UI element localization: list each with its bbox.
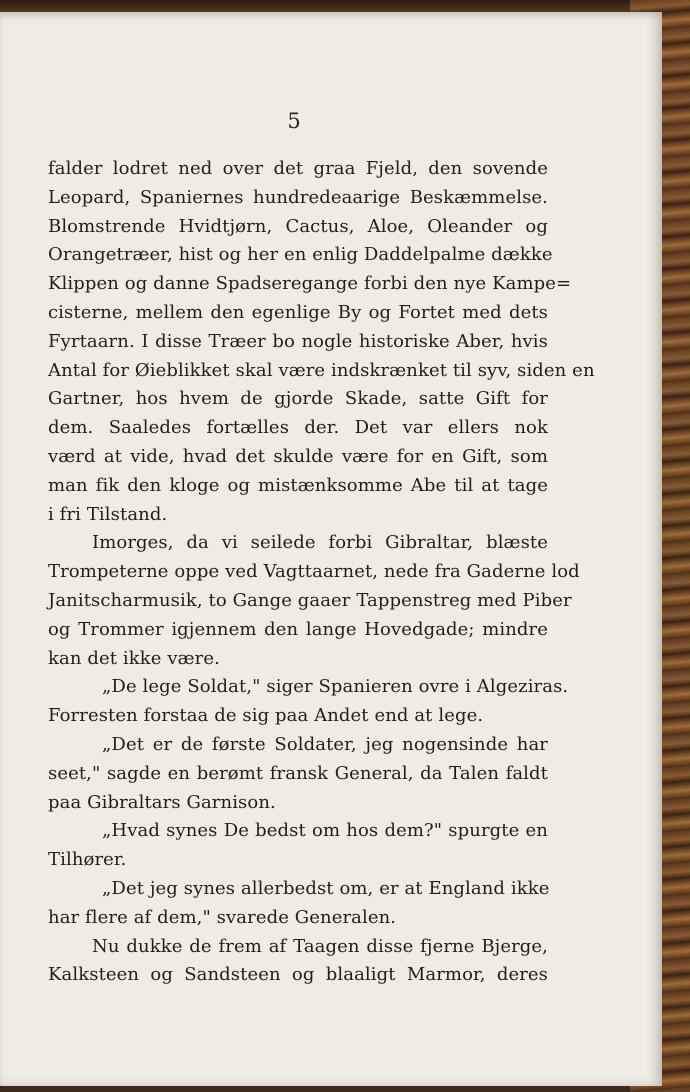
text-line: Imorges, da vi seilede forbi Gibraltar, blæste <box>92 532 548 554</box>
page-text <box>48 155 595 990</box>
text-line: Blomstrende Hvidtjørn, Cactus, Aloe, Oleander og <box>48 215 548 237</box>
book-page <box>0 12 662 1086</box>
text-line: Leopard, Spaniernes hundredeaarige Beskæmmelse. <box>48 186 548 208</box>
text-line: „Det er de første Soldater, jeg nogensinde har <box>102 733 548 755</box>
text-line: kan det ikke være. <box>48 647 220 669</box>
text-line: Fyrtaarn. I disse Træer bo nogle historiske Aber, hvis <box>48 330 548 352</box>
text-line: Forresten forstaa de sig paa Andet end at lege. <box>48 705 484 727</box>
text-line: Antal for Øieblikket skal være indskrænket til syv, siden en <box>48 359 595 381</box>
text-line: „De lege Soldat," siger Spanieren ovre i Algeziras. <box>102 676 569 698</box>
text-line: dem. Saaledes fortælles der. Det var ellers nok <box>48 417 548 439</box>
text-line: Klippen og danne Spadseregange forbi den nye Kampe= <box>48 273 572 295</box>
text-line: i fri Tilstand. <box>48 503 168 525</box>
text-line: „Det jeg synes allerbedst om, er at England ikke <box>102 877 550 899</box>
text-line: falder lodret ned over det graa Fjeld, den sovende <box>48 158 548 179</box>
text-line: Trompeterne oppe ved Vagttaarnet, nede fra Gaderne lod <box>48 561 580 583</box>
text-line: og Trommer igjennem den lange Hovedgade; mindre <box>48 618 548 640</box>
text-line: Tilhører. <box>48 849 127 871</box>
text-line: Nu dukke de frem af Taagen disse fjerne Bjerge, <box>92 935 548 957</box>
text-line: Janitscharmusik, to Gange gaaer Tappenstreg med Piber <box>48 589 572 611</box>
page-number: 5 <box>287 109 301 133</box>
text-line: „Hvad synes De bedst om hos dem?" spurgte en <box>102 820 548 842</box>
text-line: Gartner, hos hvem de gjorde Skade, satte Gift for <box>48 388 548 410</box>
text-line: paa Gibraltars Garnison. <box>48 791 276 813</box>
text-line: Orangetræer, hist og her en enlig Daddelpalme dække <box>48 244 553 266</box>
text-line: har flere af dem," svarede Generalen. <box>48 906 397 928</box>
text-line: seet," sagde en berømt fransk General, da Talen faldt <box>48 762 548 784</box>
text-line: man fik den kloge og mistænksomme Abe til at tage <box>48 474 548 496</box>
text-line: Kalksteen og Sandsteen og blaaligt Marmor, deres <box>48 964 548 986</box>
text-line: værd at vide, hvad det skulde være for en Gift, som <box>48 445 548 467</box>
text-line: cisterne, mellem den egenlige By og Fortet med dets <box>48 301 548 323</box>
